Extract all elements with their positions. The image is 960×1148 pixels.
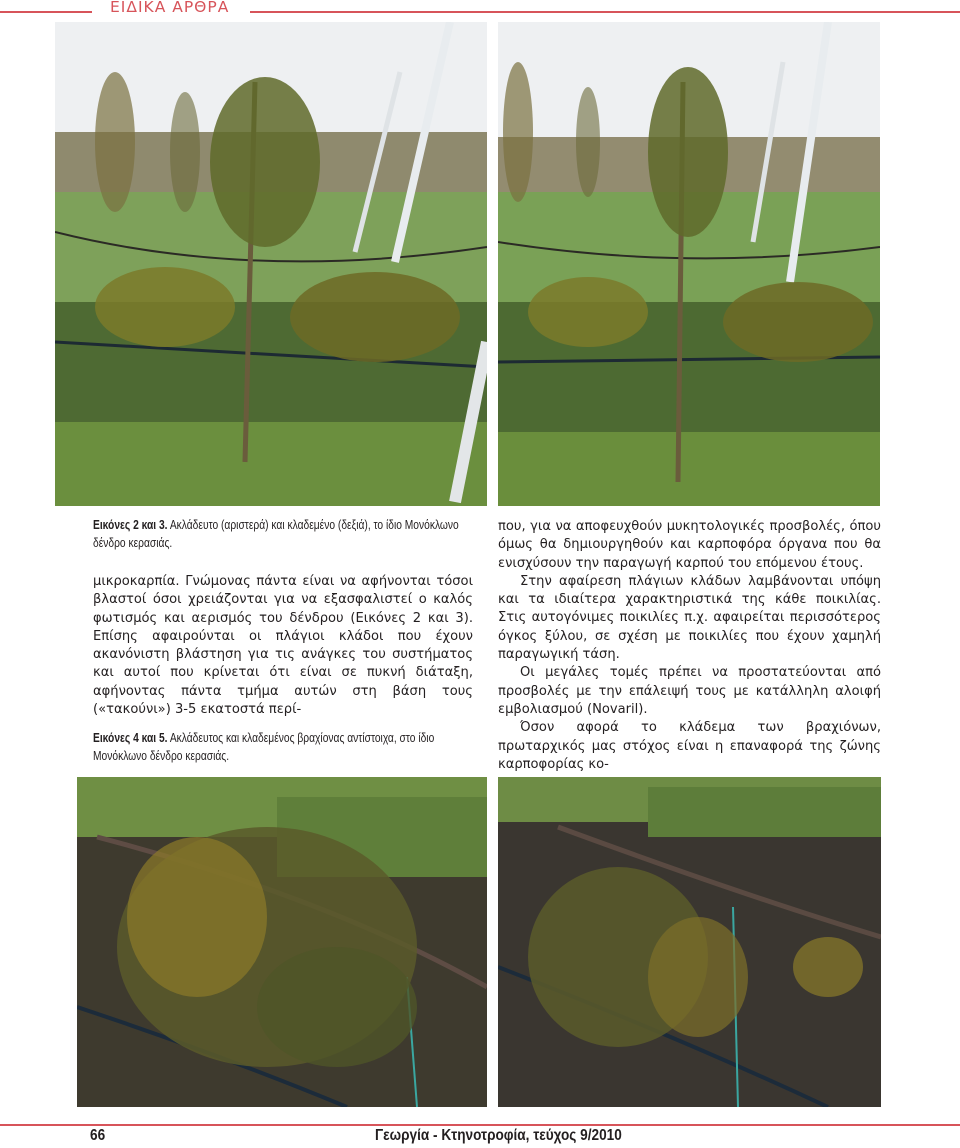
right-column-paragraph-3: Οι μεγάλες τομές πρέπει να προστατεύονται από προσβολές με την επάλειψή τους με κατάλληλη αλοιφή εμβολιασμού (Novaril).: [498, 665, 881, 717]
right-column-paragraph-2: Στην αφαίρεση πλάγιων κλάδων λαμβάνονται υπόψη και τα ιδιαίτερα χαρακτηριστικά της κάθε ποικιλίας. Στις αυτογόνιμες ποικιλίες π.χ. αφαιρείται περισσότερος όγκος ξύλου, σε σχέση με ποικιλίες που έχουν χαμηλή παραγωγική τάση.: [498, 573, 881, 663]
caption-figures-4-5-text: Ακλάδευτος και κλαδεμένος βραχίονας αντίστοιχα, στο ίδιο Μονόκλωνο δένδρο κερασιάς.: [93, 731, 435, 763]
photo-pruned-tree: [498, 22, 880, 506]
right-column-paragraph-1: που, για να αποφευχθούν μυκητολογικές προσβολές, όπου όμως θα δημιουργηθούν και καρποφόρα όργανα που θα ενισχύσουν την παραγωγή καρπού του επόμενου έτους.: [498, 519, 881, 571]
right-column-text: [498, 518, 881, 774]
photo-unpruned-branch: [77, 777, 487, 1107]
footer-rule: [0, 1124, 960, 1126]
photo-unpruned-tree: [55, 22, 487, 506]
caption-figures-2-3-label: Εικόνες 2 και 3.: [93, 518, 168, 532]
left-column-paragraph: μικροκαρπία. Γνώμονας πάντα είναι να αφήνονται τόσοι βλαστοί όσοι χρειάζονται για να εξασφαλιστεί ο καλός φωτισμός και αερισμός του δένδρου (Εικόνες 2 και 3). Επίσης αφαιρούνται οι πλάγιοι κλάδοι που έχουν ακανόνιστη βλάστηση για τις ανάγκες του συστήματος και αυτοί που κρίνεται ότι είναι σε πυκνή διάταξη, αφήνοντας πάντα τμήμα αυτών στη βάση τους («τακούνι») 3-5 εκατοστά περί-: [93, 574, 473, 718]
caption-figures-2-3-text: Ακλάδευτο (αριστερά) και κλαδεμένο (δεξιά), το ίδιο Μονόκλωνο δένδρο κερασιάς.: [93, 518, 459, 550]
section-title: ΕΙΔΙΚΑ ΑΡΘΡΑ: [110, 0, 230, 16]
caption-figures-4-5: [93, 729, 478, 765]
caption-figures-2-3: [93, 516, 478, 552]
caption-figures-4-5-label: Εικόνες 4 και 5.: [93, 731, 168, 745]
left-column-text: [93, 573, 473, 719]
header-rule-right: [250, 11, 960, 13]
header-rule-left: [0, 11, 92, 13]
photo-pruned-branch: [498, 777, 881, 1107]
right-column-paragraph-4: Όσον αφορά το κλάδεμα των βραχιόνων, πρωταρχικός μας στόχος είναι η επαναφορά της ζώνης καρποφορίας κο-: [498, 720, 881, 772]
page-number: 66: [90, 1127, 106, 1144]
journal-title: Γεωργία - Κτηνοτροφία, τεύχος 9/2010: [375, 1127, 622, 1144]
